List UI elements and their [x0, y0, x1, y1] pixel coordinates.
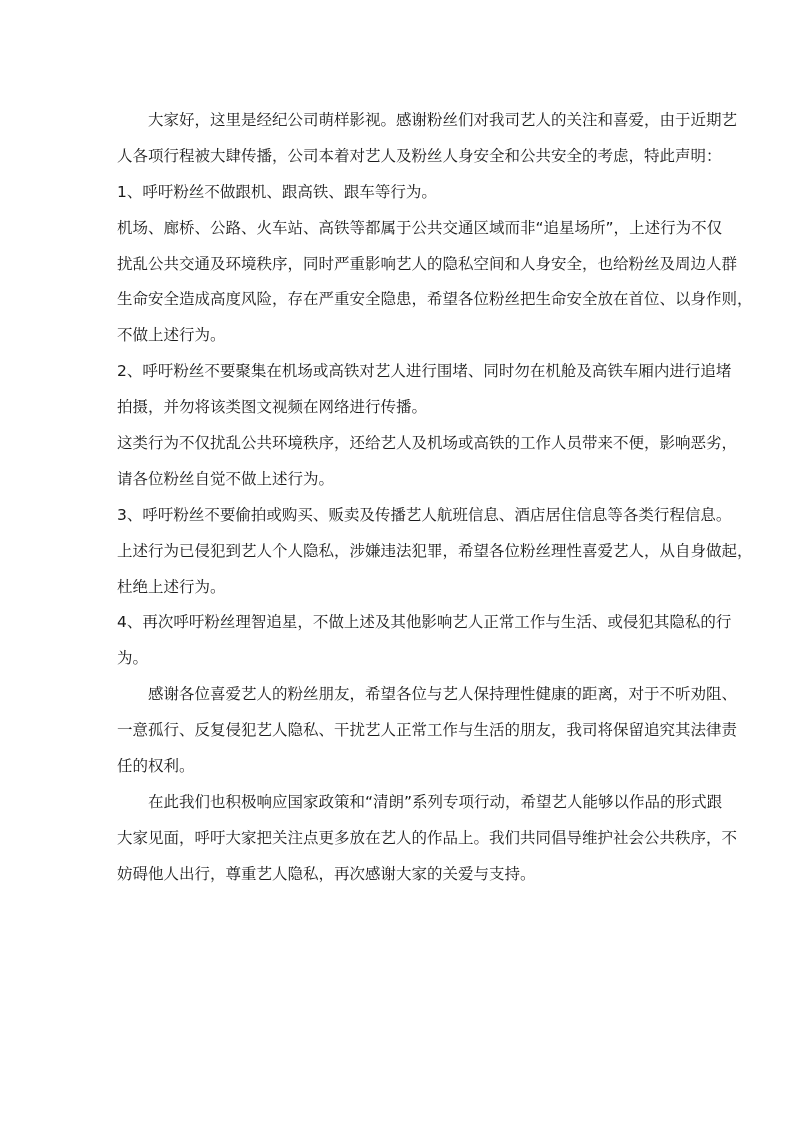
- text-line: 2、呼吁粉丝不要聚集在机场或高铁对艺人进行围堵、同时勿在机舱及高铁车厢内进行追堵: [117, 362, 732, 381]
- text-line: 杜绝上述行为。: [117, 577, 226, 596]
- text-line: 上述行为已侵犯到艺人个人隐私，涉嫌违法犯罪，希望各位粉丝理性喜爱艺人，从自身做起，: [117, 541, 753, 560]
- text-line: 感谢各位喜爱艺人的粉丝朋友，希望各位与艺人保持理性健康的距离，对于不听劝阻、: [148, 685, 738, 704]
- text-line: 妨碍他人出行，尊重艺人隐私，再次感谢大家的关爱与支持。: [117, 864, 536, 883]
- text-line: 在此我们也积极响应国家政策和“清朗”系列专项行动，希望艺人能够以作品的形式跟: [148, 792, 723, 811]
- text-line: 这类行为不仅扰乱公共环境秩序，还给艺人及机场或高铁的工作人员带来不便，影响恶劣，: [117, 434, 738, 453]
- text-line: 人各项行程被大肆传播，公司本着对艺人及粉丝人身安全和公共安全的考虑，特此声明：: [117, 146, 722, 165]
- text-line: 扰乱公共交通及环境秩序，同时严重影响艺人的隐私空间和人身安全，也给粉丝及周边人群: [117, 254, 738, 273]
- text-line: 任的权利。: [117, 757, 195, 776]
- text-line: 3、呼吁粉丝不要偷拍或购买、贩卖及传播艺人航班信息、酒店居住信息等各类行程信息。: [117, 505, 732, 524]
- text-line: 请各位粉丝自觉不做上述行为。: [117, 469, 335, 488]
- text-line: 为。: [117, 649, 149, 668]
- text-line: 一意孤行、反复侵犯艺人隐私、干扰艺人正常工作与生活的朋友，我司将保留追究其法律责: [117, 721, 738, 740]
- text-line: 机场、廊桥、公路、火车站、高铁等都属于公共交通区域而非“追星场所”，上述行为不仅: [117, 218, 723, 237]
- text-line: 4、再次呼吁粉丝理智追星，不做上述及其他影响艺人正常工作与生活、或侵犯其隐私的行: [117, 613, 732, 632]
- text-line: 1、呼吁粉丝不做跟机、跟高铁、跟车等行为。: [117, 182, 437, 201]
- text-line: 不做上述行为。: [117, 326, 226, 345]
- text-line: 大家好，这里是经纪公司萌样影视。感谢粉丝们对我司艺人的关注和喜爱，由于近期艺: [148, 111, 738, 129]
- text-line: 拍摄，并勿将该类图文视频在网络进行传播。: [117, 398, 428, 417]
- text-line: 大家见面，呼吁大家把关注点更多放在艺人的作品上。我们共同倡导维护社会公共秩序，不: [117, 828, 738, 847]
- text-line: 生命安全造成高度风险，存在严重安全隐患，希望各位粉丝把生命安全放在首位、以身作则，: [117, 290, 753, 309]
